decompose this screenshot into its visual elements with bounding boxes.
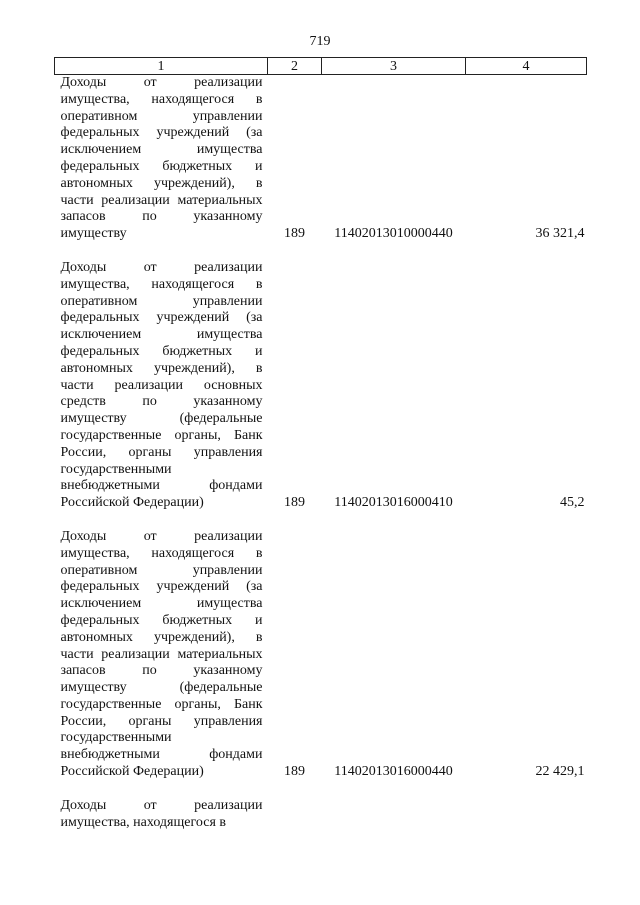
budget-classification-code: 11402013016000440 xyxy=(334,764,453,780)
budget-classification-code xyxy=(322,798,466,832)
admin-code xyxy=(268,798,322,832)
amount: 36 321,4 xyxy=(535,226,585,242)
amount: 45,2 xyxy=(560,495,585,511)
admin-code: 189 xyxy=(284,764,305,780)
column-header-4: 4 xyxy=(466,58,587,75)
row-spacer xyxy=(55,781,587,798)
budget-table xyxy=(54,57,587,831)
admin-code: 189 xyxy=(284,226,305,242)
budget-classification-code: 11402013010000440 xyxy=(334,226,453,242)
amount: 22 429,1 xyxy=(535,764,585,780)
column-header-1: 1 xyxy=(55,58,268,75)
income-description: Доходы от реализации имущества, находящегося в оперативном управлении федеральных учреждений (за исключением имущества федеральных бюджетных и автономных учреждений), в части реализации основных средств по указанному имуществу (федеральные государственные органы, Банк России, органы управления государственными внебюджетными фондами Российской Федерации) xyxy=(60,259,263,511)
table-row xyxy=(55,529,587,781)
table-row xyxy=(55,798,587,832)
table-header-row xyxy=(55,58,587,75)
budget-classification-code: 11402013016000410 xyxy=(334,495,453,511)
column-header-2: 2 xyxy=(268,58,322,75)
row-spacer xyxy=(55,512,587,529)
page-number: 719 xyxy=(309,34,331,49)
admin-code: 189 xyxy=(284,495,305,511)
row-spacer xyxy=(55,243,587,260)
column-header-3: 3 xyxy=(322,58,466,75)
income-description: Доходы от реализации имущества, находящегося в оперативном управлении федеральных учреждений (за исключением имущества федеральных бюджетных и автономных учреждений), в части реализации материальных запасов по указанному имуществу (федеральные государственные органы, Банк России, органы управления государственными внебюджетными фондами Российской Федерации) xyxy=(60,528,263,780)
table-row xyxy=(55,260,587,512)
income-description: Доходы от реализации имущества, находящегося в xyxy=(60,797,263,830)
income-description: Доходы от реализации имущества, находящегося в оперативном управлении федеральных учреждений (за исключением имущества федеральных бюджетных и автономных учреждений), в части реализации материальных запасов по указанному имуществу xyxy=(60,75,263,242)
table-row xyxy=(55,75,587,243)
amount xyxy=(466,798,587,832)
